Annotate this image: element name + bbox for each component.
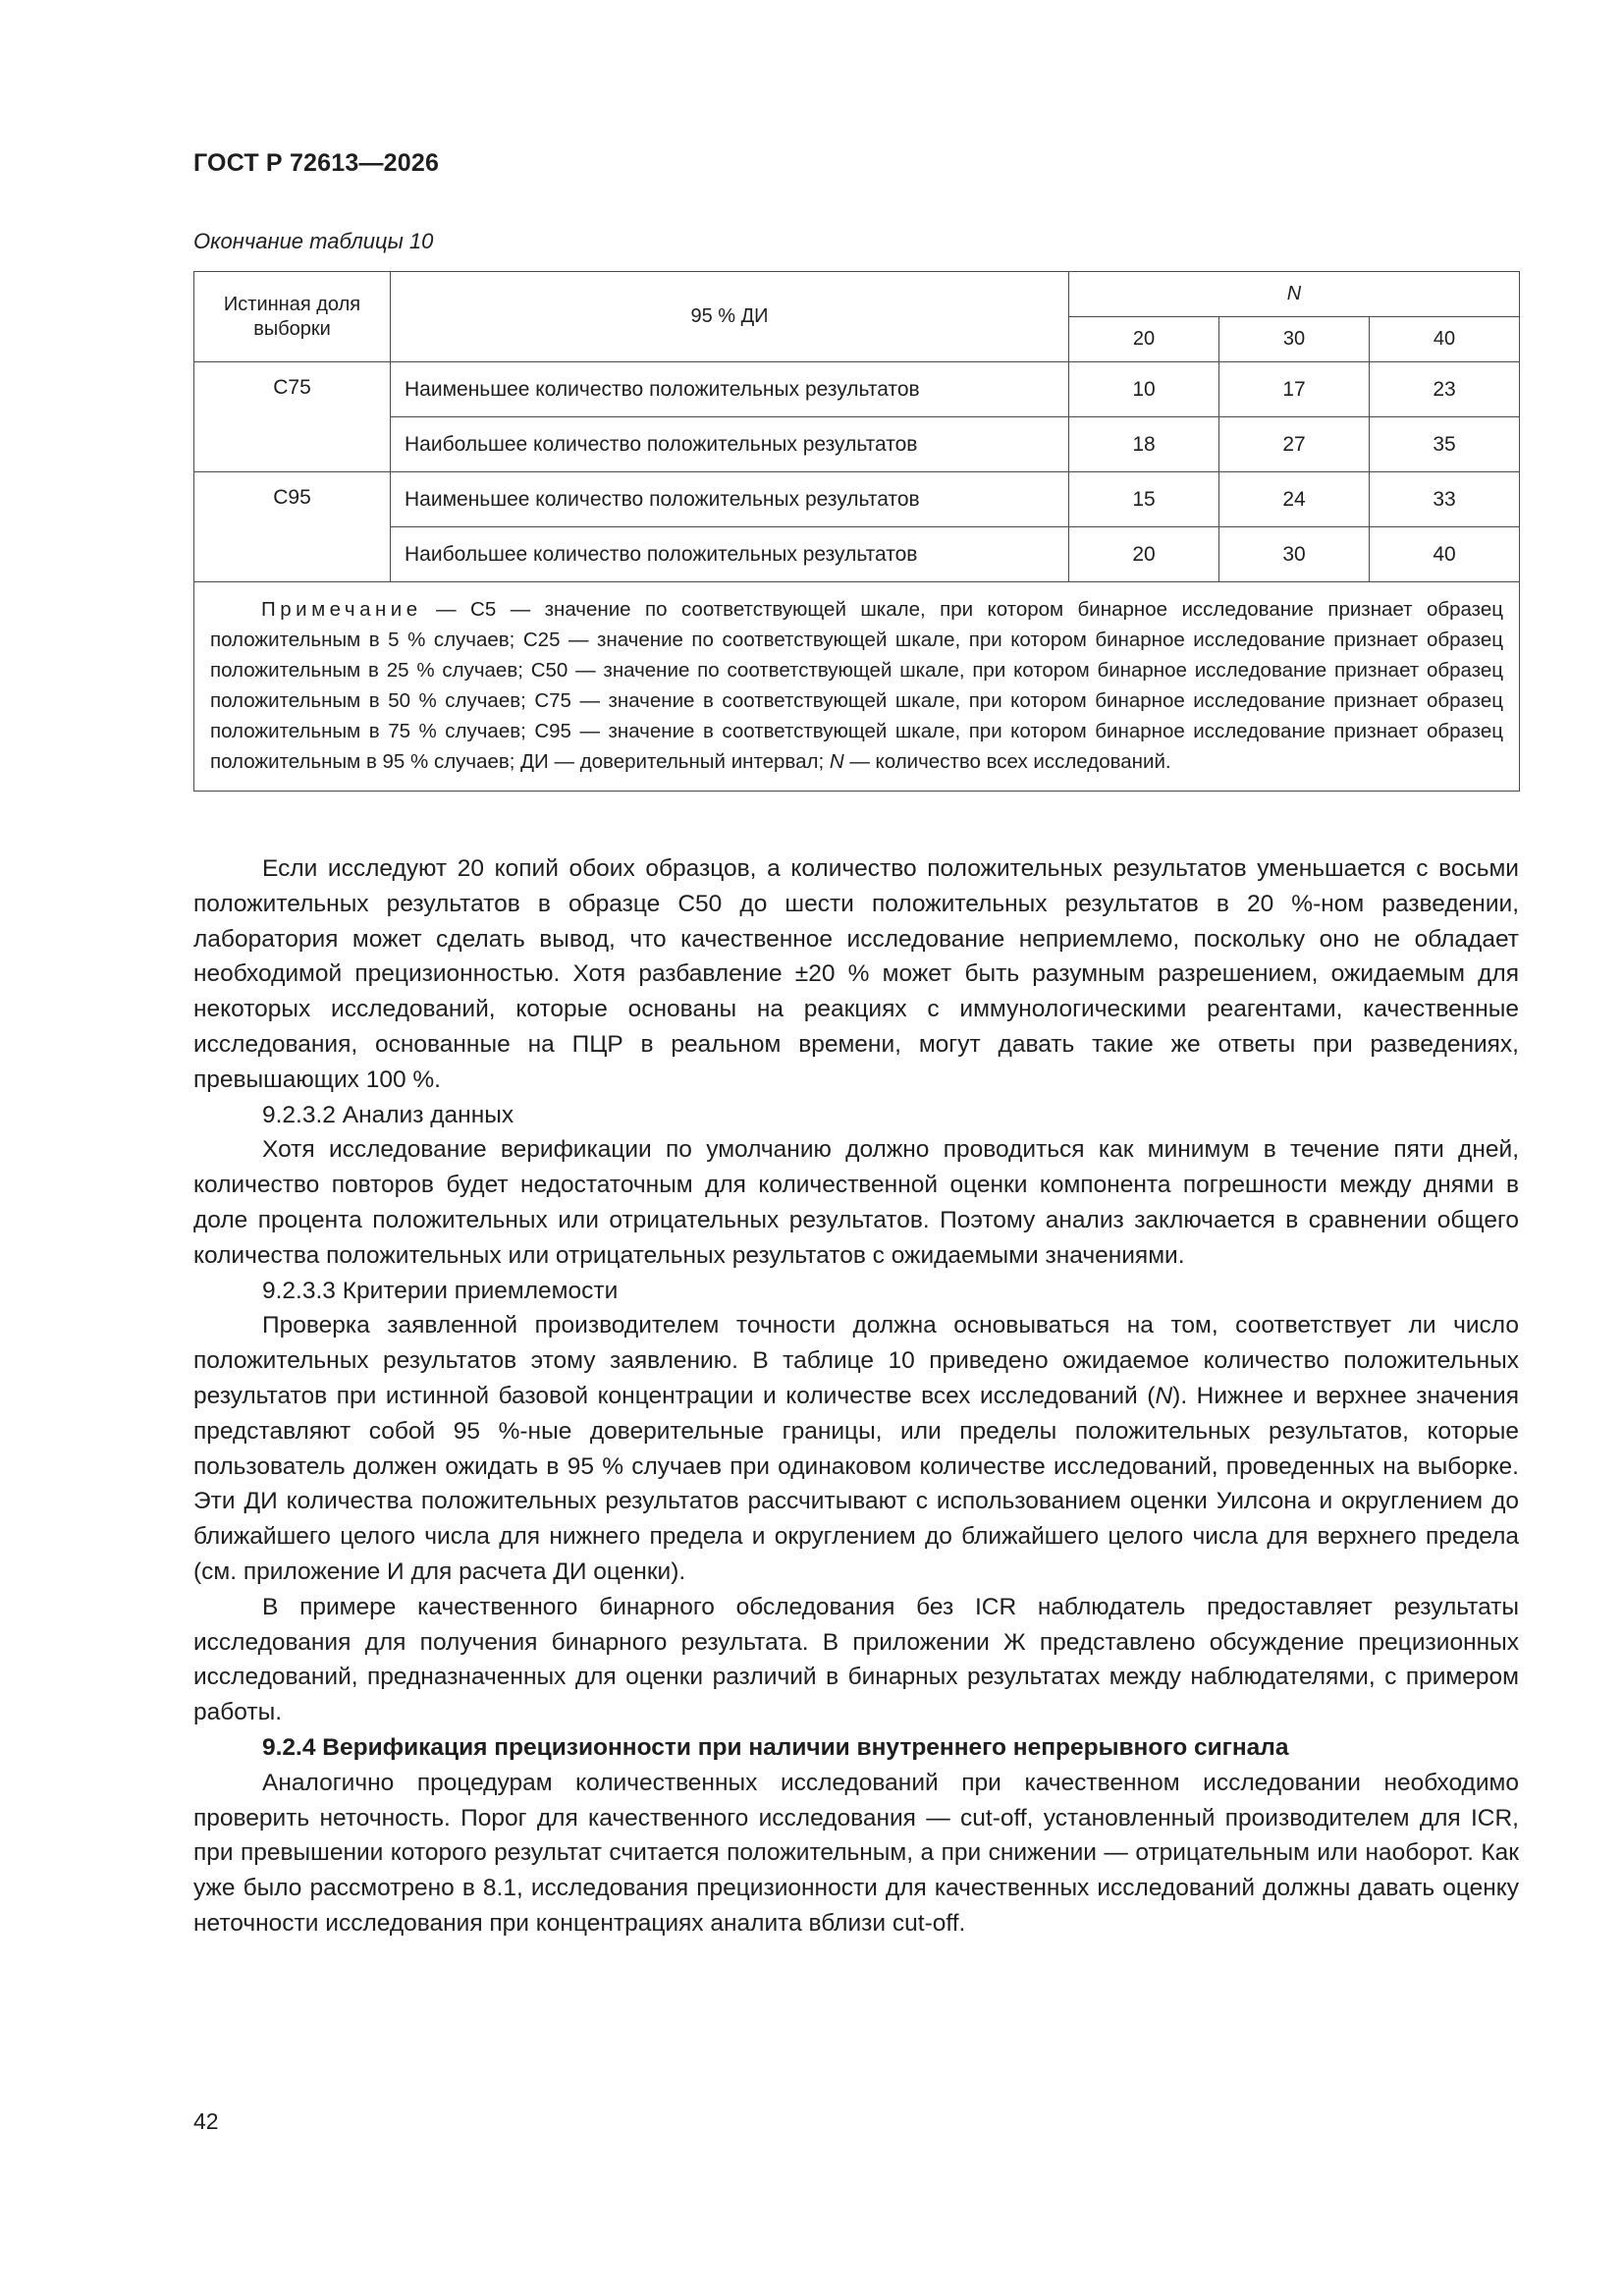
value-cell: 24 [1219, 472, 1370, 527]
section-heading: 9.2.3.2 Анализ данных [262, 1101, 514, 1128]
paragraph: Если исследуют 20 копий обоих образцов, а количество положительных результатов уменьшается с восьми положительных результатов в образце C50 до шести положительных результатов в 20 %-ном разведении, лаборатория может сделать вывод, что качественное исследование неприемлемо, поскольку оно не обладает необходимой прецизионностью. Хотя разбавление ±20 % может быть разумным разрешением, ожидаемым для некоторых исследований, которые основаны на реакциях с иммунологическими реагентами, качественные исследования, основанные на ПЦР в реальном времени, могут давать такие же ответы при разведениях, превышающих 100 %. [193, 855, 1519, 1093]
value-cell: 20 [1069, 527, 1219, 582]
table-row [194, 362, 1520, 417]
note-text-end: — количество всех исследований. [843, 750, 1171, 773]
header-n-value: 40 [1370, 317, 1520, 362]
section-heading: 9.2.3.3 Критерии приемлемости [262, 1277, 619, 1304]
paragraph: Хотя исследование верификации по умолчанию должно проводиться как минимум в течение пяти дней, количество повторов будет недостаточным для количественной оценки компонента погрешности между днями в доле процента положительных или отрицательных результатов. Поэтому анализ заключается в сравнении общего количества положительных или отрицательных результатов с ожидаемыми значениями. [193, 1136, 1519, 1269]
page-number: 42 [193, 2108, 219, 2134]
table-caption: Окончание таблицы 10 [193, 229, 434, 253]
paragraph-part: Проверка заявленной производителем точности должна основываться на том, соответствует ли число положительных результатов этому заявлению. В таблице 10 приведено ожидаемое количество положительных результатов при истинной базовой концентрации и количестве всех исследований ( [193, 1312, 1519, 1409]
paragraph [193, 1308, 1519, 1589]
criterion-cell: Наибольшее количество положительных результатов [391, 527, 1069, 582]
value-cell: 10 [1069, 362, 1219, 417]
header-n-value: 20 [1069, 317, 1219, 362]
paragraph: Аналогично процедурам количественных исследований при качественном исследовании необходимо проверить неточность. Порог для качественного исследования — cut-off, установленный производителем для ICR, при превышении которого результат считается положительным, а при снижении — отрицательным или наоборот. Как уже было рассмотрено в 8.1, исследования прецизионности для качественных исследований должны давать оценку неточности исследования при концентрациях аналита вблизи cut-off. [193, 1769, 1519, 1937]
table-row [194, 527, 1520, 582]
criterion-cell: Наибольшее количество положительных результатов [391, 417, 1069, 472]
value-cell: 40 [1370, 527, 1520, 582]
table-header-row [194, 272, 1520, 317]
table-note [194, 582, 1520, 792]
note-text: — C5 — значение по соответствующей шкале, при котором бинарное исследование признает образец положительным в 5 % случаев; C25 — значение по соответствующей шкале, при котором бинарное исследование признает образец положительным в 25 % случаев; C50 — значение по соответствующей шкале, при котором бинарное исследование признает образец положительным в 50 % случаев; C75 — значение в соответствующей шкале, при котором бинарное исследование признает образец положительным в 75 % случаев; C95 — значение в соответствующей шкале, при котором бинарное исследование признает образец положительным в 95 % случаев; ДИ — доверительный интервал; [210, 598, 1503, 773]
header-n: N [1069, 272, 1520, 317]
paragraph-part: ). Нижнее и верхнее значения представляют собой 95 %-ные доверительные границы, или пределы положительных результатов, которые пользователь должен ожидать в 95 % случаев при одинаковом количестве исследований, проведенных на выборке. Эти ДИ количества положительных результатов рассчитывают с использованием оценки Уилсона и округлением до ближайшего целого числа для нижнего предела и округлением до ближайшего целого числа для верхнего предела (см. приложение И для расчета ДИ оценки). [193, 1382, 1519, 1585]
value-cell: 30 [1219, 527, 1370, 582]
group-label: C75 [194, 362, 391, 472]
paragraph: В примере качественного бинарного обследования без ICR наблюдатель предоставляет результаты исследования для получения бинарного результата. В приложении Ж представлено обсуждение прецизионных исследований, предназначенных для оценки различий в бинарных результатах между наблюдателями, с примером работы. [193, 1593, 1519, 1726]
note-n-symbol: N [829, 750, 844, 773]
value-cell: 15 [1069, 472, 1219, 527]
table-note-row [194, 582, 1520, 792]
header-ci: 95 % ДИ [391, 272, 1069, 362]
group-label: C95 [194, 472, 391, 582]
header-true-fraction: Истинная доля выборки [194, 272, 391, 362]
value-cell: 27 [1219, 417, 1370, 472]
n-symbol: N [1155, 1382, 1173, 1409]
value-cell: 33 [1370, 472, 1520, 527]
value-cell: 35 [1370, 417, 1520, 472]
document-header: ГОСТ Р 72613—2026 [193, 149, 440, 177]
header-n-value: 30 [1219, 317, 1370, 362]
body-text [193, 851, 1519, 1941]
criterion-cell: Наименьшее количество положительных результатов [391, 472, 1069, 527]
value-cell: 18 [1069, 417, 1219, 472]
results-table [193, 271, 1520, 792]
note-label: Примечание [261, 598, 422, 621]
criterion-cell: Наименьшее количество положительных результатов [391, 362, 1069, 417]
value-cell: 23 [1370, 362, 1520, 417]
value-cell: 17 [1219, 362, 1370, 417]
table-row [194, 417, 1520, 472]
section-heading-bold: 9.2.4 Верификация прецизионности при наличии внутреннего непрерывного сигнала [262, 1733, 1289, 1761]
table-row [194, 472, 1520, 527]
